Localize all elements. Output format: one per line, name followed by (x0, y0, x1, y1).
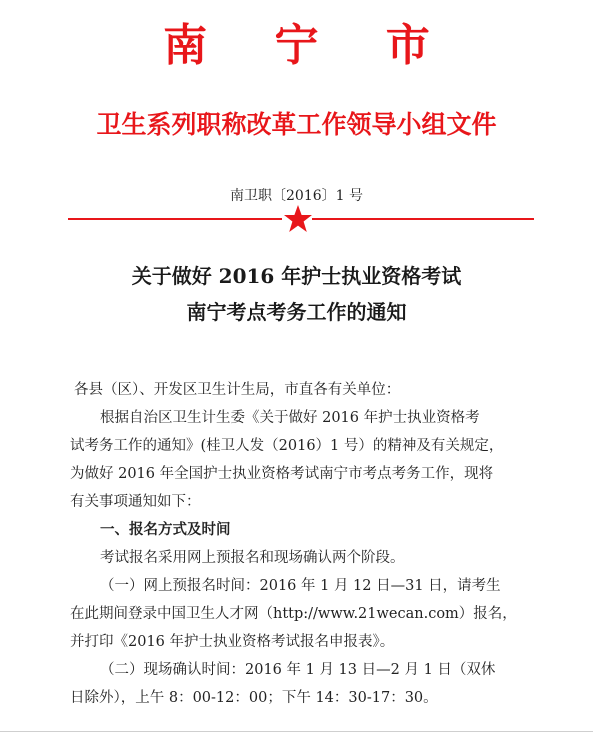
paragraph-3-line-1: （一）网上预报名时间：2016 年 1 月 12 日—31 日，请考生 (100, 578, 501, 594)
issuer-city-heading: 南 宁 市 (163, 20, 456, 71)
paragraph-1-line-4: 有关事项通知如下： (70, 494, 201, 510)
paragraph-3-line-3: 并打印《2016 年护士执业资格考试报名申报表》。 (70, 634, 395, 650)
section-1-heading: 一、报名方式及时间 (100, 522, 231, 538)
paragraph-2: 考试报名采用网上预报名和现场确认两个阶段。 (100, 550, 405, 566)
paragraph-1-line-2: 试考务工作的通知》(桂卫人发（2016）1 号）的精神及有关规定， (70, 438, 504, 454)
red-divider-left (68, 218, 282, 220)
notice-title-line-2: 南宁考点考务工作的通知 (186, 300, 407, 324)
page-bottom-edge (0, 731, 593, 732)
issuer-org-heading: 卫生系列职称改革工作领导小组文件 (96, 110, 497, 139)
paragraph-3-line-2: 在此期间登录中国卫生人才网（http://www.21wecan.com）报名， (70, 606, 517, 622)
document-number: 南卫职〔2016〕1 号 (230, 188, 363, 204)
notice-title-line-1: 关于做好 2016 年护士执业资格考试 (131, 264, 462, 288)
paragraph-1-line-1: 根据自治区卫生计生委《关于做好 2016 年护士执业资格考 (100, 410, 480, 426)
salutation: 各县（区）、开发区卫生计生局，市直各有关单位： (74, 382, 401, 398)
paragraph-1-line-3: 为做好 2016 年全国护士执业资格考试南宁市考点考务工作，现将 (70, 466, 494, 482)
paragraph-4-line-2: 日除外），上午 8：00-12：00；下午 14：30-17：30。 (70, 690, 438, 706)
paragraph-4-line-1: （二）现场确认时间：2016 年 1 月 13 日—2 月 1 日（双休 (100, 662, 496, 678)
red-star-icon (283, 204, 313, 234)
red-divider-right (312, 218, 534, 220)
